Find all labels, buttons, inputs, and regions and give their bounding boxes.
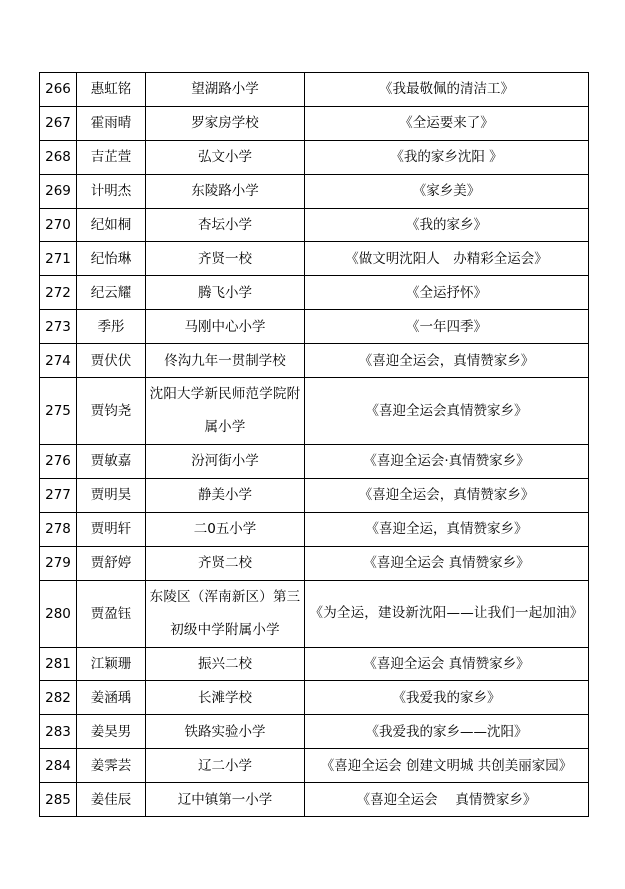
student-name: 贾钧尧 <box>77 378 146 445</box>
work-title: 《为全运，建设新沈阳——让我们一起加油》 <box>305 580 589 647</box>
row-number: 270 <box>40 208 77 242</box>
school-name: 二0五小学 <box>146 512 305 546</box>
student-name: 吉芷萱 <box>77 140 146 174</box>
row-number: 275 <box>40 378 77 445</box>
row-number: 271 <box>40 242 77 276</box>
row-number: 276 <box>40 445 77 479</box>
table-row <box>40 783 589 817</box>
row-number: 268 <box>40 140 77 174</box>
work-title: 《喜迎全运会，真情赞家乡》 <box>305 344 589 378</box>
school-name: 东陵区（浑南新区）第三初级中学附属小学 <box>146 580 305 647</box>
row-number: 280 <box>40 580 77 647</box>
table-row <box>40 276 589 310</box>
row-number: 278 <box>40 512 77 546</box>
student-name: 季彤 <box>77 310 146 344</box>
school-name: 杏坛小学 <box>146 208 305 242</box>
work-title: 《喜迎全运，真情赞家乡》 <box>305 512 589 546</box>
school-name: 弘文小学 <box>146 140 305 174</box>
row-number: 281 <box>40 647 77 681</box>
school-name: 振兴二校 <box>146 647 305 681</box>
work-title: 《全运要来了》 <box>305 106 589 140</box>
table-row <box>40 378 589 445</box>
school-name: 辽二小学 <box>146 749 305 783</box>
student-name: 姜昊男 <box>77 715 146 749</box>
school-name: 汾河街小学 <box>146 445 305 479</box>
school-name: 佟沟九年一贯制学校 <box>146 344 305 378</box>
student-name: 贾敏嘉 <box>77 445 146 479</box>
row-number: 272 <box>40 276 77 310</box>
student-name: 贾盈钰 <box>77 580 146 647</box>
school-name: 长滩学校 <box>146 681 305 715</box>
student-name: 姜霁芸 <box>77 749 146 783</box>
row-number: 266 <box>40 73 77 107</box>
work-title: 《家乡美》 <box>305 174 589 208</box>
participant-table <box>39 72 589 817</box>
row-number: 277 <box>40 478 77 512</box>
school-name: 东陵路小学 <box>146 174 305 208</box>
school-name: 铁路实验小学 <box>146 715 305 749</box>
student-name: 贾明昊 <box>77 478 146 512</box>
student-name: 计明杰 <box>77 174 146 208</box>
work-title: 《我爱我的家乡》 <box>305 681 589 715</box>
table-row <box>40 208 589 242</box>
student-name: 纪如桐 <box>77 208 146 242</box>
table-row <box>40 242 589 276</box>
table-row <box>40 310 589 344</box>
school-name: 罗家房学校 <box>146 106 305 140</box>
row-number: 285 <box>40 783 77 817</box>
student-name: 贾舒婷 <box>77 546 146 580</box>
school-name: 静美小学 <box>146 478 305 512</box>
student-name: 贾伏伏 <box>77 344 146 378</box>
school-name: 齐贤一校 <box>146 242 305 276</box>
student-name: 贾明轩 <box>77 512 146 546</box>
work-title: 《喜迎全运会 创建文明城 共创美丽家园》 <box>305 749 589 783</box>
table-row <box>40 344 589 378</box>
row-number: 283 <box>40 715 77 749</box>
document-page <box>39 72 588 817</box>
work-title: 《喜迎全运会·真情赞家乡》 <box>305 445 589 479</box>
student-name: 江颖珊 <box>77 647 146 681</box>
student-name: 霍雨晴 <box>77 106 146 140</box>
table-row <box>40 478 589 512</box>
table-row <box>40 546 589 580</box>
table-row <box>40 140 589 174</box>
table-row <box>40 681 589 715</box>
work-title: 《我的家乡沈阳 》 <box>305 140 589 174</box>
work-title: 《我的家乡》 <box>305 208 589 242</box>
table-row <box>40 512 589 546</box>
row-number: 279 <box>40 546 77 580</box>
table-row <box>40 715 589 749</box>
school-name: 腾飞小学 <box>146 276 305 310</box>
student-name: 姜佳辰 <box>77 783 146 817</box>
row-number: 269 <box>40 174 77 208</box>
table-body <box>40 73 589 817</box>
work-title: 《做文明沈阳人 办精彩全运会》 <box>305 242 589 276</box>
work-title: 《喜迎全运会 真情赞家乡》 <box>305 647 589 681</box>
work-title: 《一年四季》 <box>305 310 589 344</box>
school-name: 沈阳大学新民师范学院附属小学 <box>146 378 305 445</box>
school-name: 辽中镇第一小学 <box>146 783 305 817</box>
work-title: 《我最敬佩的清洁工》 <box>305 73 589 107</box>
row-number: 284 <box>40 749 77 783</box>
row-number: 273 <box>40 310 77 344</box>
student-name: 纪云耀 <box>77 276 146 310</box>
table-row <box>40 580 589 647</box>
work-title: 《喜迎全运会 真情赞家乡》 <box>305 546 589 580</box>
row-number: 274 <box>40 344 77 378</box>
work-title: 《我爱我的家乡——沈阳》 <box>305 715 589 749</box>
work-title: 《喜迎全运会 真情赞家乡》 <box>305 783 589 817</box>
table-row <box>40 647 589 681</box>
work-title: 《喜迎全运会，真情赞家乡》 <box>305 478 589 512</box>
work-title: 《全运抒怀》 <box>305 276 589 310</box>
table-row <box>40 73 589 107</box>
student-name: 姜涵瑀 <box>77 681 146 715</box>
student-name: 纪怡琳 <box>77 242 146 276</box>
row-number: 267 <box>40 106 77 140</box>
table-row <box>40 445 589 479</box>
school-name: 马刚中心小学 <box>146 310 305 344</box>
table-row <box>40 174 589 208</box>
table-row <box>40 749 589 783</box>
row-number: 282 <box>40 681 77 715</box>
school-name: 齐贤二校 <box>146 546 305 580</box>
work-title: 《喜迎全运会真情赞家乡》 <box>305 378 589 445</box>
student-name: 惠虹铭 <box>77 73 146 107</box>
school-name: 望湖路小学 <box>146 73 305 107</box>
table-row <box>40 106 589 140</box>
